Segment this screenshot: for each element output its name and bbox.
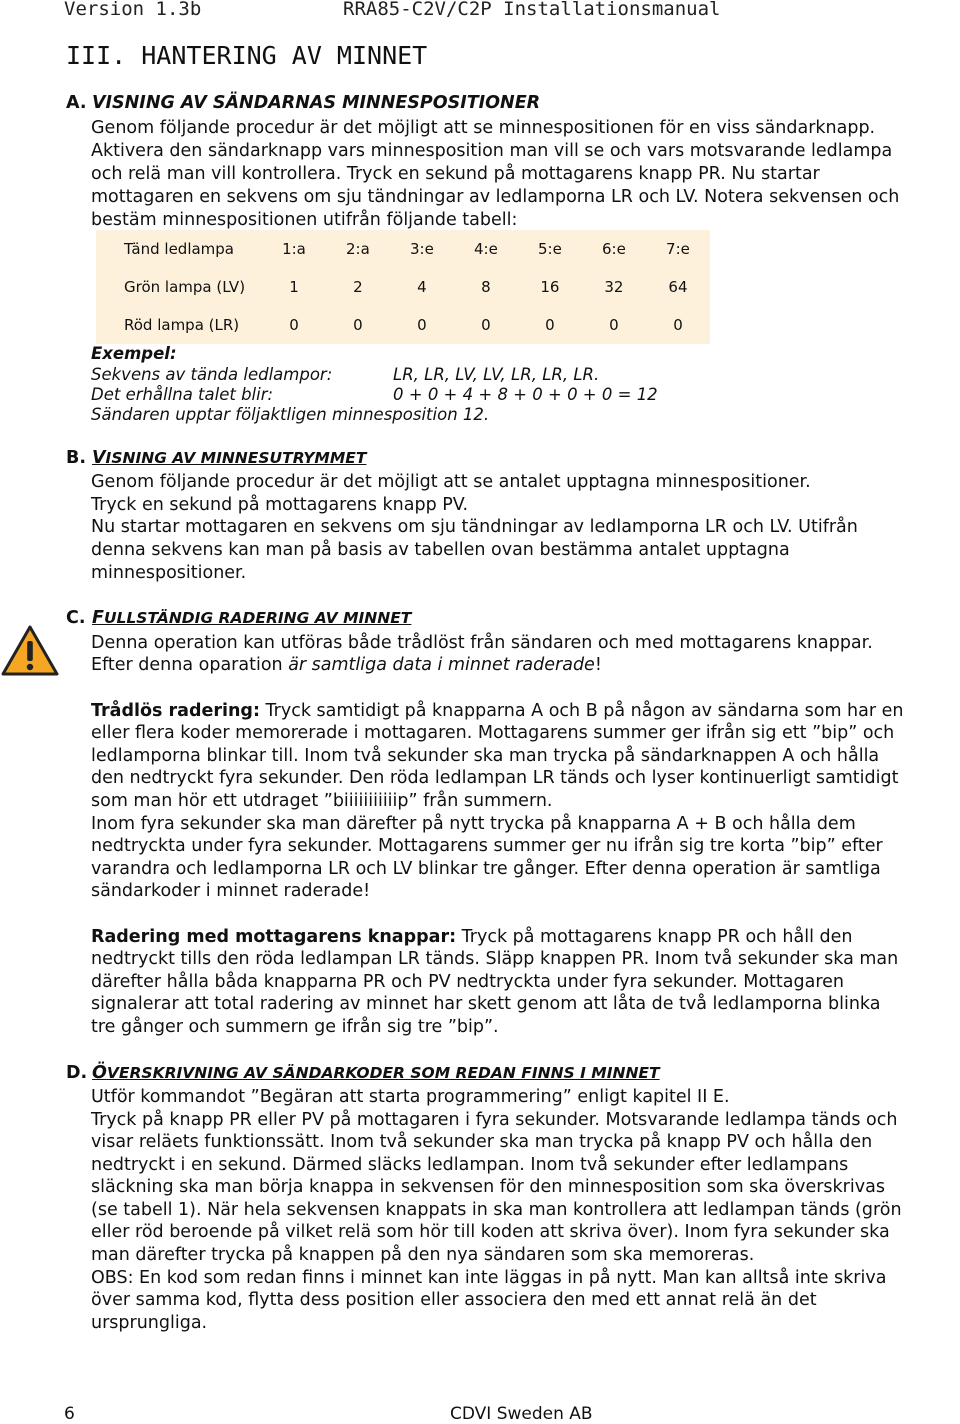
section-b-line-1: Genom följande procedur är det möjligt att se antalet upptagna minnespositioner. [91, 472, 811, 492]
section-d-title: VERSKRIVNING AV SÄNDARKODER SOM REDAN FINNS I MINNET [106, 1064, 660, 1082]
section-a-line-1: Genom följande procedur är det möjligt att se minnespositionen för en viss sändarknapp. [91, 118, 876, 138]
table-cell: 2 [353, 278, 363, 296]
page-number: 6 [64, 1404, 75, 1424]
section-c-intro-line-2 [91, 654, 602, 677]
section-b-line-5: minnespositioner. [91, 563, 247, 583]
header-version: Version 1.3b [64, 0, 202, 20]
wireless-erase-line-7: nedtryckta under fyra sekunder. Mottagarens summer ger nu ifrån sig tre korta ”bip” efter [91, 836, 883, 856]
table-cell: 7:e [666, 240, 690, 258]
section-a-line-3: och relä man vill kontrollera. Tryck en sekund på mottagarens knapp PR. Nu startar [91, 164, 820, 184]
footer-company: CDVI Sweden AB [450, 1404, 593, 1424]
section-d-line-5: släckning ska man börja knappa in sekvensen för den minnesposition som ska överskrivas [91, 1177, 885, 1197]
table-cell: 64 [668, 278, 688, 296]
table-cell: 4 [417, 278, 427, 296]
table-cell: 0 [353, 316, 363, 334]
table-cell: Grön lampa (LV) [124, 278, 246, 296]
section-c-title-initial: F [92, 608, 104, 628]
example-sequence-label: Sekvens av tända ledlampor: [91, 365, 333, 384]
chapter-title: III. HANTERING AV MINNET [66, 41, 428, 70]
button-erase-line-1 [91, 926, 853, 949]
table-cell: 2:a [346, 240, 370, 258]
table-cell: 0 [609, 316, 619, 334]
wireless-erase-line-8: varandra och ledlamporna LR och LV blinkar tre gånger. Efter denna operation är samtliga [91, 859, 881, 879]
example-sequence-value: LR, LR, LV, LV, LR, LR, LR. [393, 365, 600, 384]
button-erase-label: Radering med mottagarens knappar: [91, 927, 457, 947]
example-sum-label: Det erhållna talet blir: [91, 385, 274, 404]
button-erase-line-3: därefter hålla båda knapparna PR och PV nedtryckta under fyra sekunder. Mottagaren [91, 972, 844, 992]
button-erase-line-4: signalerar att total radering av minnet har skett genom att låta de två ledlamporna blinka [91, 994, 881, 1014]
table-cell: Röd lampa (LR) [124, 316, 240, 334]
wireless-erase-text: Tryck samtidigt på knapparna A och B på någon av sändarna som har en [259, 701, 904, 721]
example-conclusion: Sändaren upptar följaktligen minnesposition 12. [91, 405, 490, 424]
table-cell: 4:e [473, 240, 498, 258]
table-header-row [96, 230, 710, 268]
table-row [96, 306, 710, 344]
table-cell: 32 [604, 278, 624, 296]
table-cell: 3:e [409, 240, 434, 258]
section-d-line-2: Tryck på knapp PR eller PV på mottagaren i fyra sekunder. Motsvarande ledlampa tänds och [91, 1110, 898, 1130]
table-row [96, 268, 710, 306]
section-b-line-4: denna sekvens kan man på basis av tabellen ovan bestämma antalet upptagna [91, 540, 790, 560]
section-d-line-1: Utför kommandot ”Begäran att starta programmering” enligt kapitel II E. [91, 1087, 730, 1107]
section-a-heading [66, 93, 540, 113]
section-d-line-9: OBS: En kod som redan finns i minnet kan inte läggas in på nytt. Man kan alltså inte skriva [91, 1268, 887, 1288]
section-b-line-2: Tryck en sekund på mottagarens knapp PV. [91, 495, 469, 515]
section-b-title-initial: V [92, 448, 106, 468]
wireless-erase-line-9: sändarkoder i minnet raderade! [91, 881, 371, 901]
button-erase-line-2: nedtryckt tills den röda ledlampan LR tänds. Släpp knappen PR. Inom två sekunder ska man [91, 949, 899, 969]
warning-triangle-icon [0, 624, 60, 678]
table-cell: 0 [289, 316, 299, 334]
wireless-erase-line-3: ledlamporna blinkar till. Inom två sekunder ska man trycka på sändarknappen A och hålla [91, 746, 880, 766]
intro-emphasis: är samtliga data i minnet raderade [288, 655, 595, 675]
section-d-line-11: ursprungliga. [91, 1313, 208, 1333]
section-a-letter: A. [66, 93, 87, 113]
button-erase-line-5: tre gånger och summern ge ifrån sig tre ”bip”. [91, 1017, 499, 1037]
section-c-letter: C. [66, 608, 86, 628]
table-cell: 0 [673, 316, 683, 334]
table-cell: 1:a [282, 240, 306, 258]
section-d-letter: D. [66, 1063, 88, 1083]
section-c-title: ULLSTÄNDIG RADERING AV MINNET [103, 609, 412, 627]
section-b-heading [66, 448, 366, 468]
table-cell: 16 [540, 278, 560, 296]
section-b-title: ISNING AV MINNESUTRYMMET [105, 449, 367, 467]
wireless-erase-line-1 [91, 700, 904, 723]
wireless-erase-label: Trådlös radering: [91, 701, 260, 721]
section-d-line-3: visar reläets funktionssätt. Inom två sekunder ska man trycka på knapp PV och hålla den [91, 1132, 873, 1152]
wireless-erase-line-5: som man hör ett utdraget ”biiiiiiiiiiip” från summern. [91, 791, 553, 811]
wireless-erase-line-6: Inom fyra sekunder ska man därefter på nytt trycka på knapparna A + B och hålla dem [91, 814, 856, 834]
section-b-letter: B. [66, 448, 86, 468]
intro-end: ! [594, 655, 602, 675]
section-d-line-7: eller röd beroende på vilket relä som hör till koden att skriva över). Inom fyra sekunder ska [91, 1222, 890, 1242]
memory-position-table [96, 230, 710, 344]
table-cell: 0 [545, 316, 555, 334]
wireless-erase-line-4: den nedtryckt fyra sekunder. Den röda ledlampan LR tänds och lyser kontinuerligt samtidigt [91, 768, 899, 788]
table-cell: 5:e [538, 240, 562, 258]
section-d-line-6: (se tabell 1). När hela sekvensen knappats in ska man kontrollera att ledlampan tänds (grön [91, 1200, 902, 1220]
table-cell: Tänd ledlampa [124, 240, 235, 258]
section-c-intro-line-1: Denna operation kan utföras både trådlöst från sändaren och med mottagarens knappar. [91, 633, 873, 653]
example-label: Exempel: [91, 344, 177, 363]
header-manual-title: RRA85-C2V/C2P Installationsmanual [343, 0, 721, 20]
section-a-title: VISNING AV SÄNDARNAS MINNESPOSITIONER [92, 93, 541, 113]
section-d-line-4: nedtryckt i en sekund. Därmed släcks ledlampan. Inom två sekunder efter ledlampans [91, 1155, 849, 1175]
wireless-erase-line-2: eller flera koder memorerade i mottagaren. Mottagarens summer ger ifrån sig ett ”bip” och [91, 723, 895, 743]
intro-text: Efter denna oparation [91, 655, 289, 675]
table-cell: 1 [289, 278, 299, 296]
section-a-line-2: Aktivera den sändarknapp vars minnesposition man vill se och vars motsvarande ledlampa [91, 141, 893, 161]
section-a-line-4: mottagaren en sekvens om sju tändningar av ledlamporna LR och LV. Notera sekvensen och [91, 187, 900, 207]
section-d-title-initial: Ö [92, 1063, 107, 1083]
section-b-line-3: Nu startar mottagaren en sekvens om sju tändningar av ledlamporna LR och LV. Utifrån [91, 517, 858, 537]
section-d-line-10: över samma kod, flytta dess position eller associera den med ett annat relä än det [91, 1290, 817, 1310]
button-erase-text: Tryck på mottagarens knapp PR och håll den [456, 927, 853, 947]
section-c-heading [66, 608, 411, 628]
table-cell: 0 [417, 316, 427, 334]
example-sum-value: 0 + 0 + 4 + 8 + 0 + 0 + 0 = 12 [393, 385, 658, 404]
section-d-heading [66, 1063, 660, 1083]
section-d-line-8: man därefter trycka på knappen på den nya sändaren som ska memoreras. [91, 1245, 755, 1265]
table-cell: 8 [481, 278, 491, 296]
section-a-line-5: bestäm minnespositionen utifrån följande tabell: [91, 210, 518, 230]
table-cell: 0 [481, 316, 491, 334]
table-cell: 6:e [602, 240, 626, 258]
